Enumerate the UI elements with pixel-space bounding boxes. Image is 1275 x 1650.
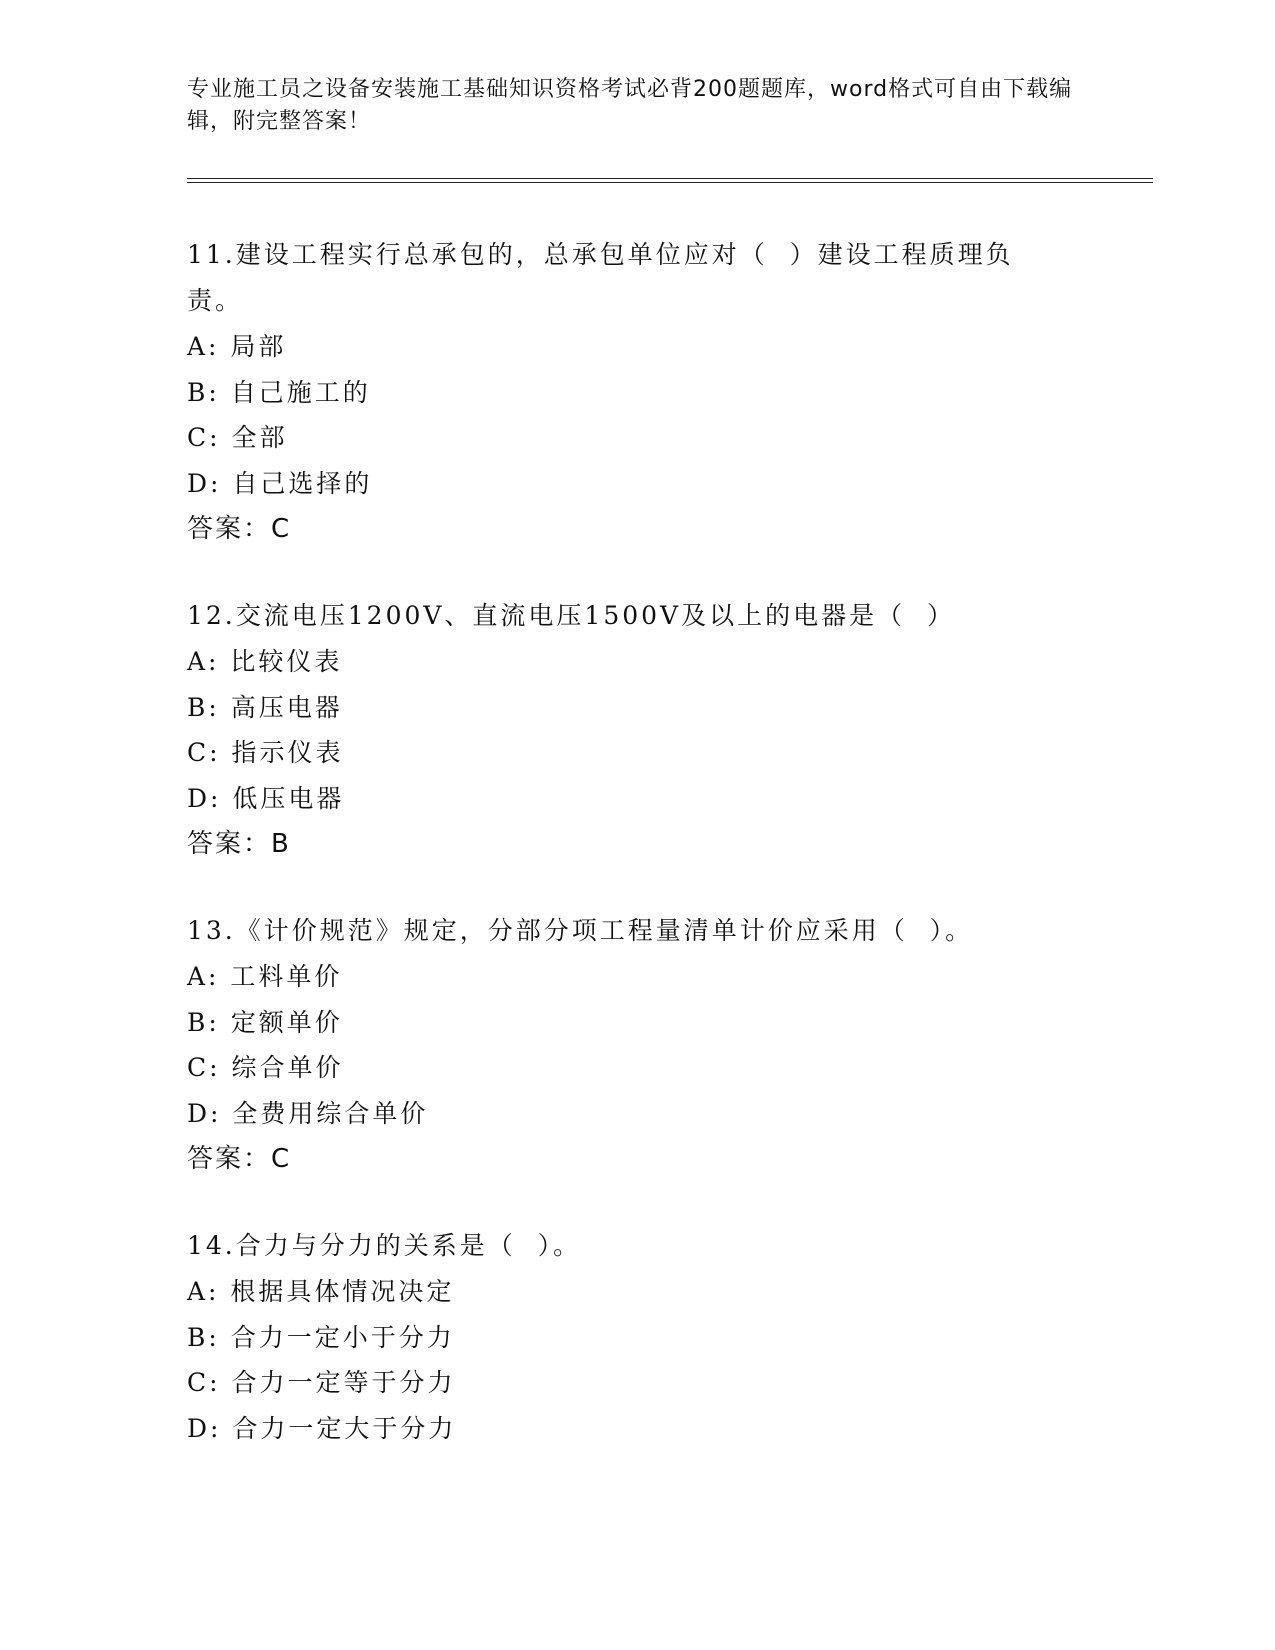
- option-a: A: 工料单价: [187, 962, 343, 991]
- option-c: C: 综合单价: [187, 1053, 344, 1082]
- question-stem: 11.建设工程实行总承包的，总承包单位应对（ ）建设工程质理负责。: [187, 240, 1014, 315]
- answer-line: 答案：C: [187, 1144, 292, 1174]
- question-list: [187, 232, 1087, 1451]
- option-b: B: 高压电器: [187, 692, 343, 722]
- question-stem: 12.交流电压1200V、直流电压1500V及以上的电器是（ ）: [187, 601, 956, 630]
- option-d: D: 自己选择的: [187, 468, 373, 498]
- option-a: A: 根据具体情况决定: [187, 1277, 455, 1306]
- option-b: B: 自己施工的: [187, 377, 371, 407]
- question-12: [187, 593, 1087, 867]
- option-c: C: 合力一定等于分力: [187, 1368, 456, 1397]
- option-b: B: 合力一定小于分力: [187, 1322, 455, 1352]
- document-header: 专业施工员之设备安装施工基础知识资格考试必背200题题库，word格式可自由下载编辑，附完整答案！: [187, 77, 1073, 134]
- option-c: C: 指示仪表: [187, 738, 344, 767]
- question-stem: 14.合力与分力的关系是（ ）。: [187, 1231, 582, 1260]
- header-divider: [187, 178, 1153, 183]
- question-stem: 13.《计价规范》规定，分部分项工程量清单计价应采用（ ）。: [187, 916, 974, 945]
- option-a: A: 局部: [187, 332, 287, 361]
- question-11: [187, 232, 1087, 552]
- option-c: C: 全部: [187, 423, 288, 452]
- answer-line: 答案：C: [187, 514, 292, 544]
- question-14: [187, 1223, 1087, 1451]
- option-b: B: 定额单价: [187, 1007, 343, 1037]
- option-d: D: 低压电器: [187, 783, 345, 813]
- option-d: D: 合力一定大于分力: [187, 1413, 457, 1443]
- question-13: [187, 908, 1087, 1182]
- answer-line: 答案：B: [187, 829, 291, 859]
- option-a: A: 比较仪表: [187, 647, 343, 676]
- option-d: D: 全费用综合单价: [187, 1098, 429, 1128]
